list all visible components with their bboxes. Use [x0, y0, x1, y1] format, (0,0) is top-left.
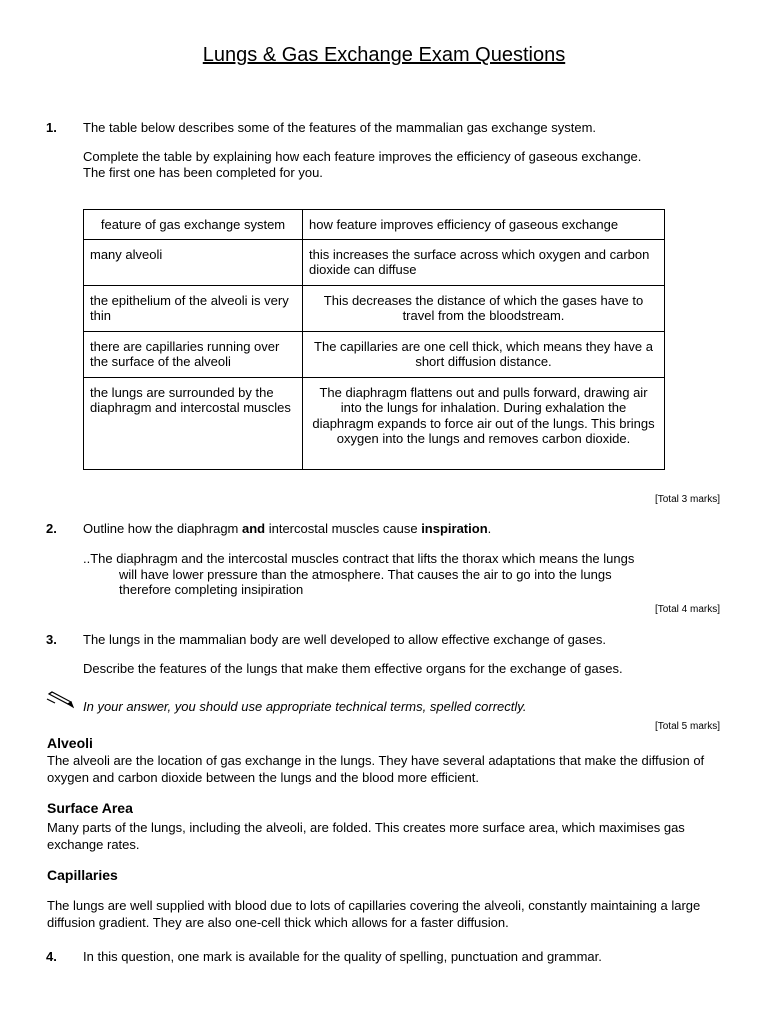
table-header-improvement: how feature improves efficiency of gaseous exchange — [303, 210, 665, 240]
q2-number: 2. — [46, 521, 57, 536]
table-header-feature: feature of gas exchange system — [84, 210, 303, 240]
q2-answer-line: will have lower pressure than the atmosphere. That causes the air to go into the lungs — [119, 567, 612, 582]
q2-answer-line: therefore completing insipiration — [119, 582, 304, 597]
page-title: Lungs & Gas Exchange Exam Questions — [202, 44, 566, 66]
q3-marks: [Total 5 marks] — [654, 721, 720, 732]
q1-instruction: Complete the table by explaining how each feature improves the efficiency of gaseous exchange. The first one has been completed for you. — [83, 149, 642, 180]
q1-number: 1. — [46, 120, 57, 135]
table-row — [84, 331, 665, 377]
q2-prompt — [83, 521, 723, 537]
section-text-capillaries: The lungs are well supplied with blood due to lots of capillaries covering the alveoli, constantly maintaining a large diffusion gradient. They are also one-cell thick which allows for a faster diffusion. — [47, 898, 701, 930]
section-text-surface-area: Many parts of the lungs, including the alveoli, are folded. This creates more surface area, which maximises gas exchange rates. — [47, 820, 685, 852]
q3-note: In your answer, you should use appropriate technical terms, spelled correctly. — [83, 699, 527, 714]
pencil-icon — [46, 690, 74, 710]
table-cell-feature: there are capillaries running over the surface of the alveoli — [84, 331, 303, 377]
section-text-alveoli: The alveoli are the location of gas exchange in the lungs. They have several adaptations that make the diffusion of oxygen and carbon dioxide between the lungs and the blood more efficient. — [47, 753, 705, 785]
section-heading-alveoli: Alveoli — [47, 735, 93, 751]
q4-number: 4. — [46, 949, 57, 964]
table-row — [84, 285, 665, 331]
table-cell-explanation: this increases the surface across which oxygen and carbon dioxide can diffuse — [303, 239, 665, 285]
table-cell-feature: the lungs are surrounded by the diaphragm and intercostal muscles — [84, 377, 303, 469]
q2-prompt-part: . — [487, 521, 492, 536]
q4-intro: In this question, one mark is available for the quality of spelling, punctuation and grammar. — [83, 949, 602, 964]
q2-prompt-part: intercostal muscles cause — [265, 521, 422, 536]
q2-marks: [Total 4 marks] — [654, 604, 720, 615]
table-cell-feature: many alveoli — [84, 239, 303, 285]
q1-intro: The table below describes some of the features of the mammalian gas exchange system. — [83, 120, 597, 135]
q3-intro: The lungs in the mammalian body are well developed to allow effective exchange of gases. — [83, 632, 606, 647]
q2-prompt-bold-and: and — [241, 521, 266, 536]
table-cell-explanation: The diaphragm flattens out and pulls forward, drawing air into the lungs for inhalation. During exhalation the diaphragm expands to force air out of the lungs. This brings oxygen into the lungs and removes carbon dioxide. — [303, 377, 665, 469]
q3-number: 3. — [46, 632, 57, 647]
q2-prompt-bold-inspiration: inspiration — [421, 521, 488, 536]
table-cell-feature: the epithelium of the alveoli is very thin — [84, 285, 303, 331]
section-heading-capillaries: Capillaries — [47, 867, 118, 883]
table-header-row — [84, 210, 665, 240]
table-row — [84, 377, 665, 469]
section-heading-surface-area: Surface Area — [47, 800, 133, 816]
table-row — [84, 239, 665, 285]
features-table — [83, 209, 665, 470]
q2-answer-line: ..The diaphragm and the intercostal muscles contract that lifts the thorax which means the lungs — [83, 551, 635, 566]
q3-instruction: Describe the features of the lungs that make them effective organs for the exchange of gases. — [83, 661, 623, 676]
table-cell-explanation: The capillaries are one cell thick, which means they have a short diffusion distance. — [303, 331, 665, 377]
q1-marks: [Total 3 marks] — [654, 494, 720, 505]
table-cell-explanation: This decreases the distance of which the gases have to travel from the bloodstream. — [303, 285, 665, 331]
q2-prompt-part: Outline how the diaphragm — [83, 521, 242, 536]
